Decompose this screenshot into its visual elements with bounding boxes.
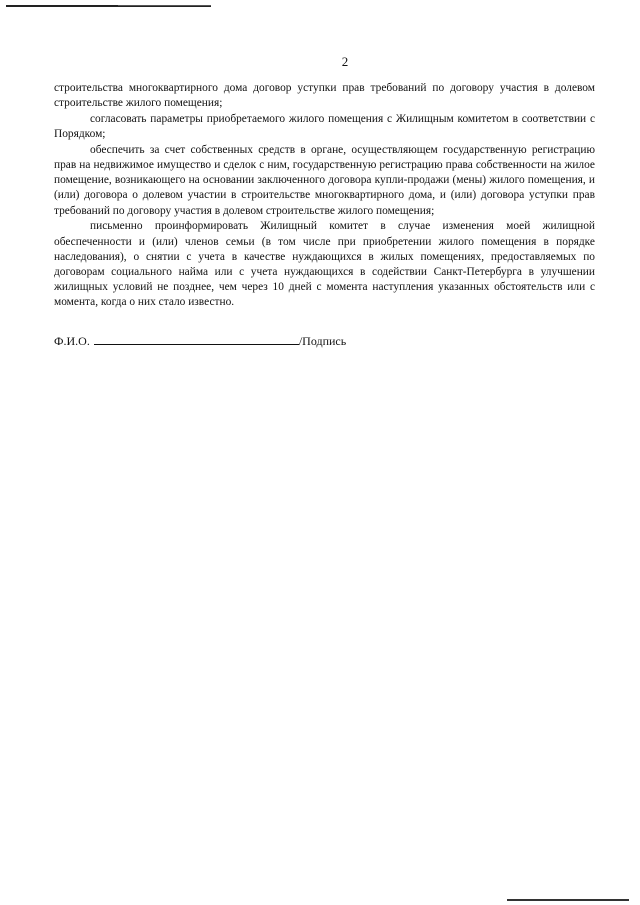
paragraph-inform-committee: письменно проинформировать Жилищный комитет в случае изменения моей жилищной обеспеченности и (или) членов семьи (в том числе при приобретении жилого помещения в порядке наследования), о снятии с учета в качестве нуждающихся в жилых помещениях, предоставляемых по договорам социального найма или с учета нуждающихся в содействии Санкт-Петербурга в улучшении жилищных условий не позднее, чем через 10 дней с момента наступления указанных обстоятельств или с момента, когда о них стало известно. bbox=[54, 220, 595, 309]
paragraph-agree-parameters: согласовать параметры приобретаемого жилого помещения с Жилищным комитетом в соответствии с Порядком; bbox=[54, 112, 595, 141]
paragraph-continuation: строительства многоквартирного дома договор уступки прав требований по договору участия в долевом строительстве жилого помещения; bbox=[54, 82, 595, 110]
page-number: 2 bbox=[341, 54, 349, 69]
signature-block bbox=[54, 334, 346, 349]
signature-label: /Подпись bbox=[298, 334, 347, 348]
fio-label: Ф.И.О. bbox=[54, 334, 90, 348]
document-body bbox=[54, 81, 595, 311]
paragraph-registration: обеспечить за счет собственных средств в органе, осуществляющем государственную регистрацию прав на недвижимое имущество и сделок с ним, государственную регистрацию права собственности на жилое помещение, возникающего на основании заключенного договора купли-продажи (мены) жилого помещения, и (или) договора о долевом участии в строительстве многоквартирного дома, и (или) договора уступки прав требований по договору участия в долевом строительстве жилого помещения; bbox=[54, 143, 595, 217]
scan-artifact-line bbox=[118, 5, 211, 6]
signature-line bbox=[94, 334, 299, 345]
scan-artifact-line bbox=[507, 899, 629, 901]
